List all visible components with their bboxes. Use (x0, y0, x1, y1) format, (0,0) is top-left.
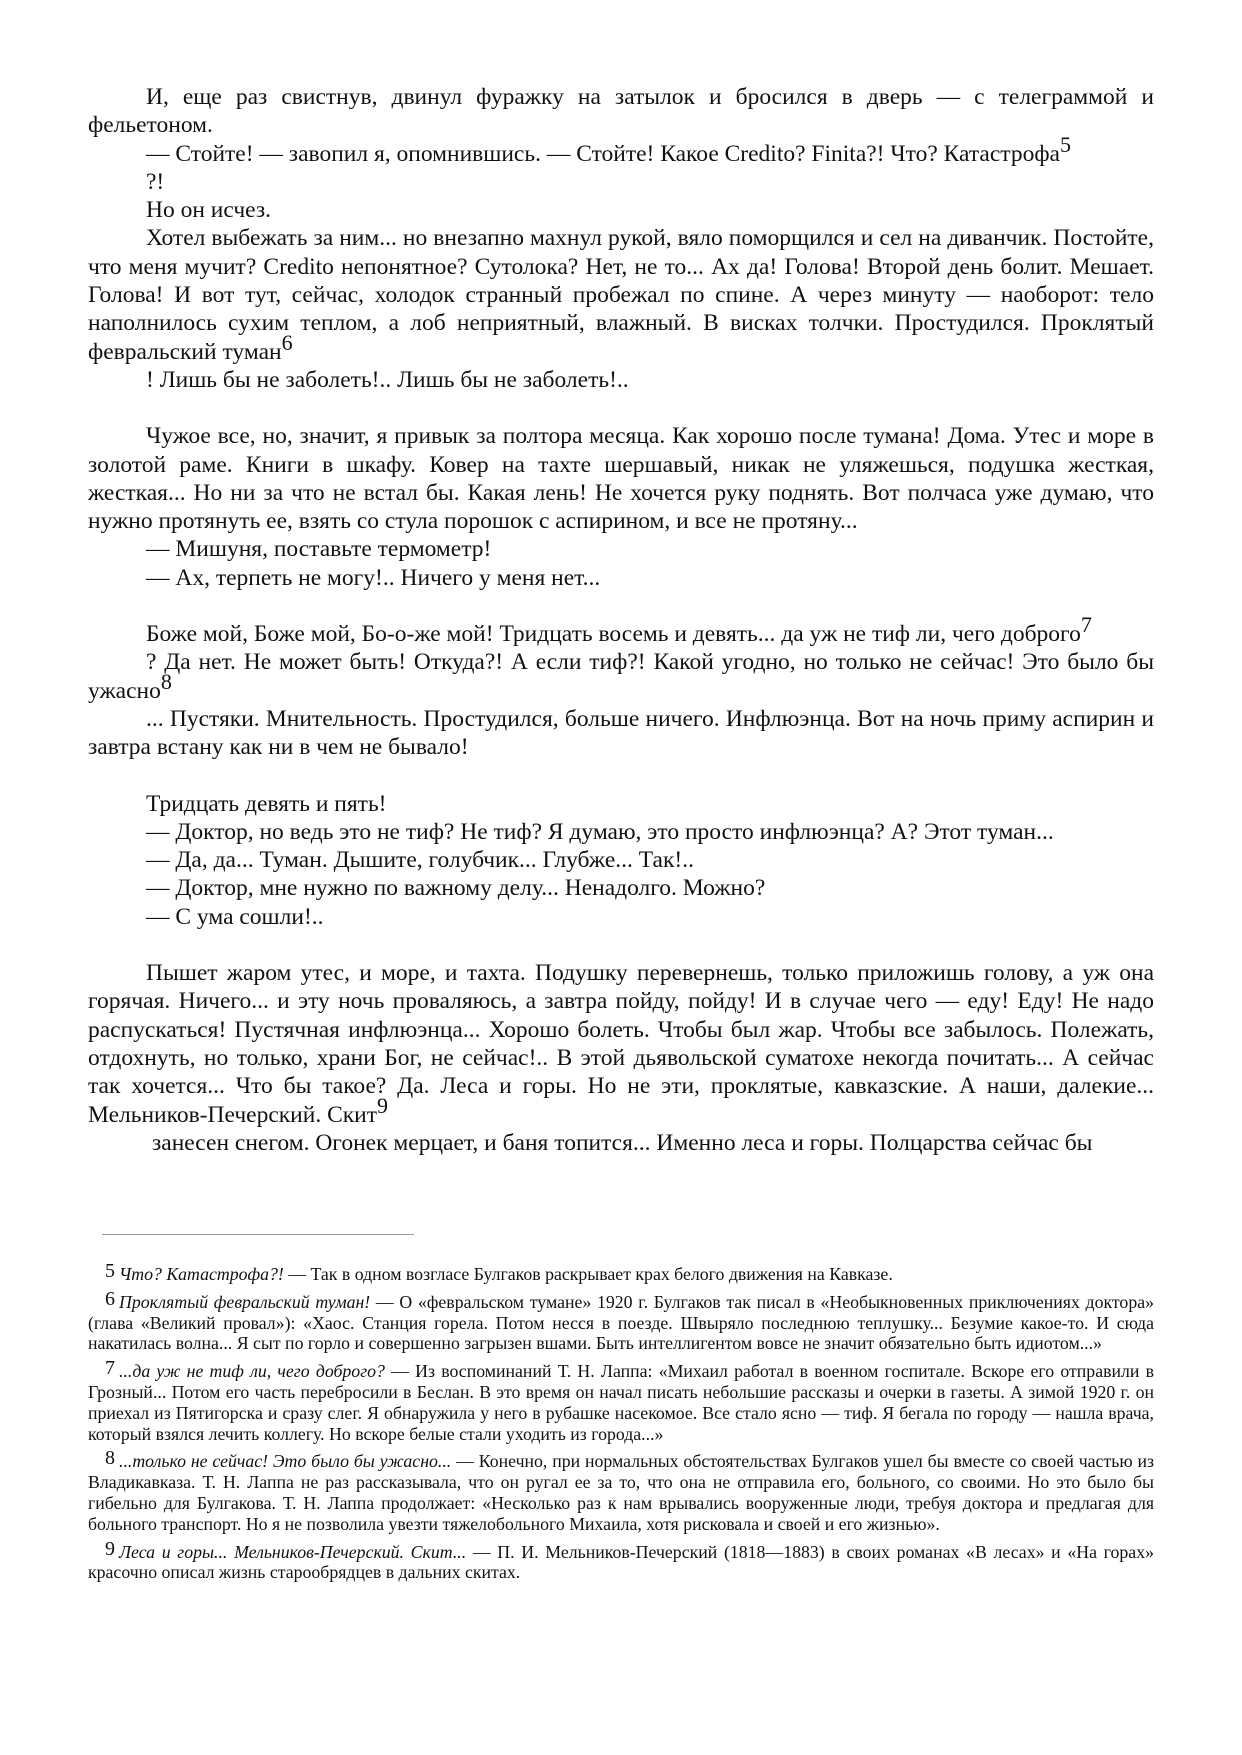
paragraph-13-text: Тридцать девять и пять! (146, 790, 387, 817)
footnote-number: 7 (105, 1357, 115, 1380)
footnote-5 (88, 1260, 1154, 1285)
footnote-text: — П. И. Мельников-Печерский (1818—1883) в своих романах «В лесах» и «На горах» красочно описал жизнь старообрядцев в дальних скитах. (88, 1541, 1154, 1583)
paragraph-7-text: Чужое все, но, значит, я привык за полтора месяца. Как хорошо после тумана! Дома. Утес и море в золотой раме. Книги в шкафу. Ковер на тахте шершавый, никак не уляжешься, подушка жесткая, жесткая... Но ни за что не встал бы. Какая лень! Не хочется руку поднять. Вот полчаса уже думаю, что нужно протянуть ее, взять со стула порошок с аспирином, и все не протяну... (88, 423, 1154, 535)
footnote-lead: Леса и горы... Мельников-Печерский. Скит... (119, 1541, 467, 1562)
paragraph-12 (88, 705, 1154, 762)
paragraph-17-text: — С ума сошли!.. (146, 903, 324, 930)
paragraph-15 (88, 846, 1154, 874)
footnote-9 (88, 1537, 1154, 1584)
footnote-number: 5 (105, 1260, 115, 1282)
footnote-6 (88, 1287, 1154, 1354)
footnote-ref-9[interactable]: 9 (377, 1092, 389, 1118)
paragraph-1-text: И, еще раз свистнув, двинул фуражку на затылок и бросился в дверь — с телеграммой и фельетоном. (88, 84, 1154, 139)
paragraph-2-text: — Стойте! — завопил я, опомнившись. — Стойте! Какое Credito? Finita?! Что? Катастрофа (146, 140, 1060, 167)
paragraph-11 (88, 648, 1154, 705)
footnote-ref-5[interactable]: 5 (1060, 131, 1071, 157)
paragraph-4-text: Но он исчез. (146, 197, 272, 224)
footnote-separator (102, 1234, 414, 1235)
main-text (88, 83, 1154, 1157)
paragraph-15-text: — Да, да... Туман. Дышите, голубчик... Глубже... Так!.. (146, 847, 694, 874)
paragraph-3 (88, 168, 1154, 196)
paragraph-6 (88, 366, 1154, 394)
paragraph-10-text: Боже мой, Боже мой, Бо-о-же мой! Тридцать восемь и девять... да уж не тиф ли, чего доброго (146, 621, 1081, 648)
paragraph-18 (88, 959, 1154, 1129)
paragraph-7 (88, 422, 1154, 535)
paragraph-19 (88, 1129, 1154, 1157)
paragraph-6-text: ! Лишь бы не заболеть!.. Лишь бы не заболеть!.. (146, 366, 629, 393)
paragraph-8-text: — Мишуня, поставьте термометр! (146, 536, 492, 563)
footnote-lead: Что? Катастрофа?! (119, 1264, 284, 1284)
footnote-text: — Из воспоминаний Т. Н. Лаппа: «Михаил работал в военном госпитале. Вскоре его отправили в Грозный... Потом его часть перебросили в Беслан. В это время он начал писать небольшие рассказы и очерки в газеты. А зимой 1920 г. он приехал из Пятигорска и сразу слег. Я обнаружила у него в рубашке насекомое. Все стало ясно — тиф. Я бегала по городу — нашла врача, который взялся лечить коллегу. Но вскоре белые стали уходить из города...» (88, 1361, 1154, 1444)
paragraph-16-text: — Доктор, мне нужно по важному делу... Ненадолго. Можно? (146, 875, 766, 902)
footnote-7 (88, 1357, 1154, 1444)
footnote-ref-7[interactable]: 7 (1080, 612, 1092, 638)
footnote-number: 6 (105, 1287, 115, 1310)
footnote-ref-6[interactable]: 6 (281, 329, 293, 355)
paragraph-18-text: Пышет жаром утес, и море, и тахта. Подушку перевернешь, только приложишь голову, а уж она горячая. Ничего... и эту ночь проваляюсь, а завтра пойду, пойду! И в случае чего — еду! Еду! Не надо распускаться! Пустячная инфлюэнца... Хорошо болеть. Чтобы был жар. Чтобы все забылось. Полежать, отдохнуть, но только, храни Бог, не сейчас!.. В этой дьявольской суматохе некогда почитать... А сейчас так хочется... Что бы такое? Да. Леса и горы. Но не эти, проклятые, кавказские. А наши, далекие... Мельников-Печерский. Скит (88, 960, 1154, 1128)
footnote-8 (88, 1447, 1155, 1534)
footnote-text: — Конечно, при нормальных обстоятельствах Булгаков ушел бы вместе со своей частью из Владикавказа. Т. Н. Лаппа не раз рассказывала, что он ругал ее за то, что она не отправила его, больного, со своими. Но это было бы гибельно для Булгакова. Т. Н. Лаппа продолжает: «Несколько раз к нам врывались вооруженные люди, требуя доктора и предлагая для больного транспорт. Но я не позволила увезти тяжелобольного Михаила, хотя рисковала и своей и его жизнью». (88, 1451, 1155, 1534)
paragraph-3-text: ?! (146, 168, 165, 195)
paragraph-14 (88, 818, 1154, 846)
paragraph-4 (88, 196, 1154, 224)
paragraph-9-text: — Ах, терпеть не могу!.. Ничего у меня нет... (146, 564, 601, 591)
footnote-ref-8[interactable]: 8 (160, 668, 172, 694)
footnote-number: 9 (105, 1537, 115, 1560)
paragraph-12-text: ... Пустяки. Мнительность. Простудился, больше ничего. Инфлюэнца. Вот на ночь приму аспирин и завтра встану как ни в чем не бывало! (88, 705, 1154, 761)
footnote-text: — Так в одном возгласе Булгаков раскрывает крах белого движения на Кавказе. (283, 1264, 893, 1284)
footnote-lead: ...только не сейчас! Это было бы ужасно... (119, 1451, 452, 1472)
paragraph-19-text: занесен снегом. Огонек мерцает, и баня топится... Именно леса и горы. Полцарства сейчас бы (152, 1129, 1093, 1156)
paragraph-14-text: — Доктор, но ведь это не тиф? Не тиф? Я думаю, это просто инфлюэнца? А? Этот туман... (146, 818, 1054, 845)
paragraph-13 (88, 790, 1154, 818)
paragraph-11-text: ? Да нет. Не может быть! Откуда?! А если тиф?! Какой угодно, но только не сейчас! Это было бы ужасно (88, 649, 1154, 704)
paragraph-5 (88, 224, 1154, 365)
paragraph-9 (88, 564, 1154, 592)
paragraph-10 (88, 612, 1154, 648)
paragraph-1 (88, 83, 1154, 140)
footnote-text: — О «февральском тумане» 1920 г. Булгаков так писал в «Необыкновенных приключениях доктора» (глава «Великий провал»): «Хаос. Станция горела. Потом несся в поезде. Швыряло последнюю теплушку... Безумие какое-то. И сюда накатилась волна... Я сыт по горло и совершенно загрызен вшами. Быть интеллигентом вовсе не значит обязательно быть идиотом...» (88, 1291, 1154, 1354)
footnotes (88, 1260, 1155, 1590)
paragraph-17 (88, 903, 1154, 931)
paragraph-8 (88, 535, 1154, 563)
paragraph-16 (88, 874, 1154, 902)
paragraph-5-text: Хотел выбежать за ним... но внезапно махнул рукой, вяло поморщился и сел на диванчик. Постойте, что меня мучит? Credito непонятное? Сутолока? Нет, не то... Ах да! Голова! Второй день болит. Мешает. Голова! И вот тут, сейчас, холодок странный пробежал по спине. А через минуту — наоборот: тело наполнилось сухим теплом, а лоб неприятный, влажный. В висках толчки. Простудился. Проклятый февральский туман (88, 225, 1154, 365)
paragraph-2 (88, 131, 1154, 168)
footnote-lead: ...да уж не тиф ли, чего доброго? (119, 1361, 385, 1382)
footnote-number: 8 (105, 1447, 115, 1470)
footnote-lead: Проклятый февральский туман! (119, 1291, 371, 1312)
